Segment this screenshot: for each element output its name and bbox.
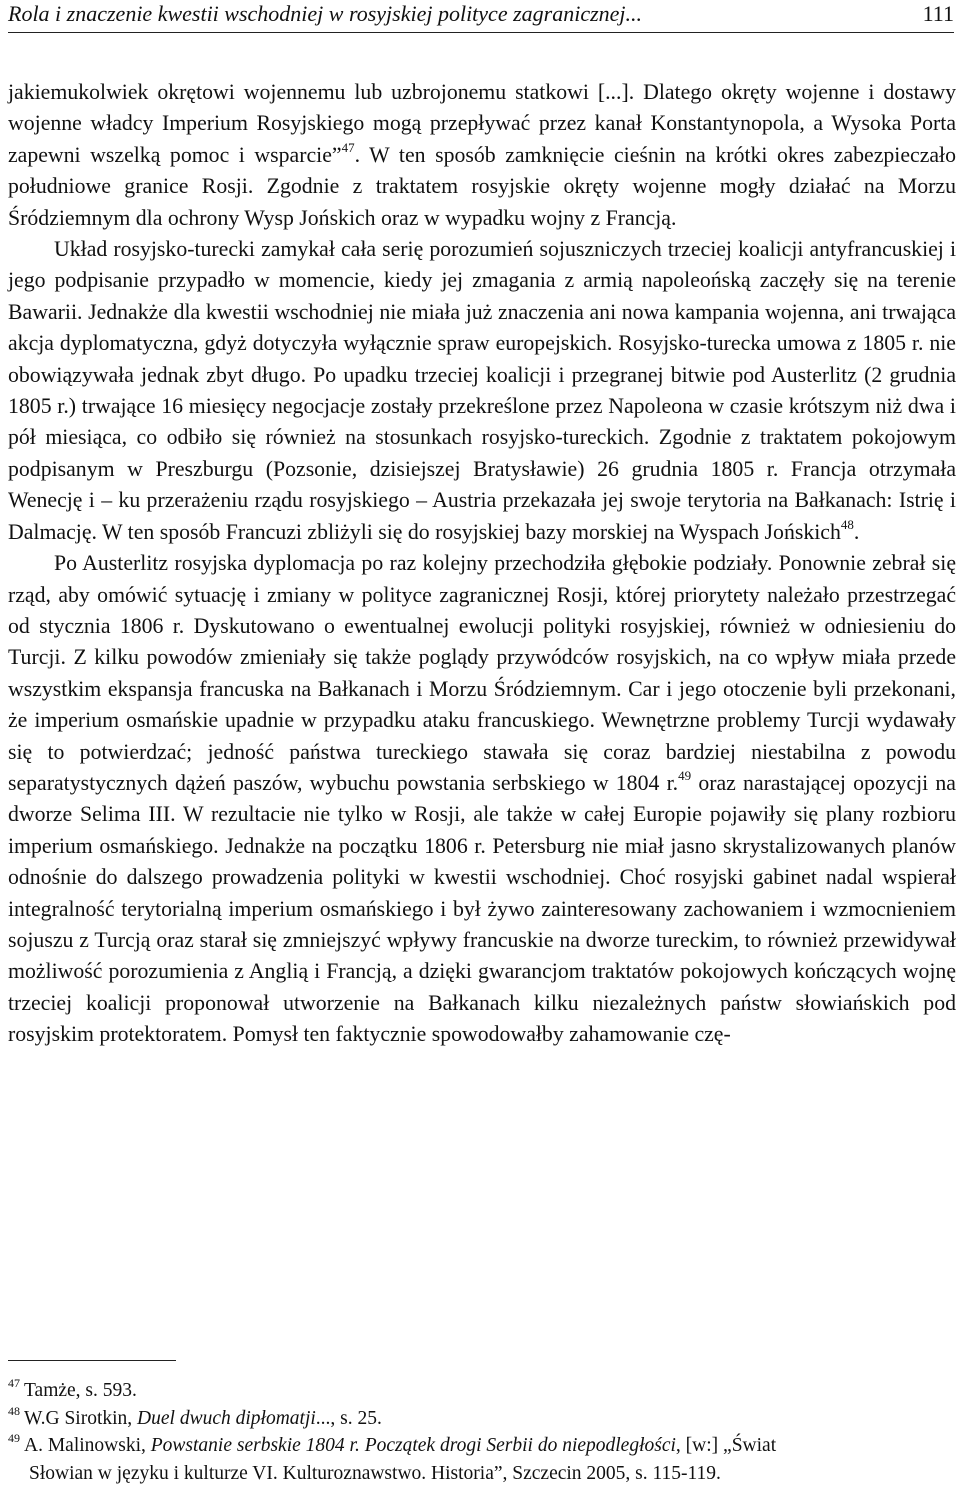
footnote-48 (8, 1405, 956, 1433)
footnote-ref-47: 47 (341, 139, 355, 155)
footnotes (8, 1377, 956, 1487)
footnote-divider (8, 1360, 176, 1361)
footnote-text: Tamże, s. 593. (24, 1380, 137, 1401)
paragraph-1-text-b: . W ten sposób zamknięcie cieśnin na krótki okres zabezpieczało południowe granice Rosji. Zgodnie z traktatem rosyjskie okręty wojenne mogły działać na Morzu Śródziemnym dla ochrony Wysp Jońskich oraz w wypadku wojny z Francją. (8, 142, 956, 230)
paragraph-2-text-a: Układ rosyjsko-turecki zamykał cała serię porozumień sojuszniczych trzeciej koalicji antyfrancuskiej i jego podpisanie przypadło w momencie, kiedy jej zmagania z armią napoleońską zaczęły się na terenie Bawarii. Jednakże dla kwestii wschodniej nie miała już znaczenia ani nowa kampania wojenna, ani trwająca akcja dyplomatyczna, gdyż dotyczyła wyłącznie spraw europejskich. Rosyjsko-turecka umowa z 1805 r. nie obowiązywała jednak zbyt długo. Po upadku trzeciej koalicji i przegranej bitwie pod Austerlitz (2 grudnia 1805 r.) trwające 16 miesięcy negocjacje zostały przekreślone przez Napoleona w czasie krótszym niż dwa i pół miesiąca, co odbiło się również na stosunkach rosyjsko-tureckich. Zgodnie z traktatem pokojowym podpisanym w Preszburgu (Pozsonie, dzisiejszej Bratysławie) 26 grudnia 1805 r. Francja otrzymała Wenecję i – ku przerażeniu rządu rosyjskiego – Austria przekazała jej swoje terytoria na Bałkanach: Istrię i Dalmację. W ten sposób Francuzi zbliżyli się do rosyjskiej bazy morskiej na Wyspach Jońskich (8, 237, 956, 544)
paragraph-2-text-b: . (853, 519, 860, 544)
footnote-author: W.G Sirotkin, (24, 1407, 138, 1429)
main-text (8, 77, 956, 1051)
footnote-47 (8, 1377, 956, 1405)
footnote-49 (8, 1432, 956, 1487)
running-header (8, 0, 954, 33)
footnote-number: 48 (8, 1403, 20, 1418)
footnote-number: 49 (8, 1431, 20, 1445)
paragraph-3 (8, 548, 956, 1051)
footnote-title: Duel dwuch dipłomatji (137, 1407, 316, 1429)
footnote-title: Powstanie serbskie 1804 r. Początek drogi Serbii do niepodległości (150, 1435, 676, 1456)
page-number: 111 (922, 1, 954, 26)
running-title: Rola i znaczenie kwestii wschodniej w rosyjskiej polityce zagranicznej... (8, 1, 643, 26)
footnote-author: A. Malinowski, (24, 1435, 151, 1456)
footnote-number: 47 (8, 1376, 20, 1390)
paragraph-2 (8, 234, 956, 548)
paragraph-1-text-a: jakiemukolwiek okrętowi wojennemu lub uzbrojonemu statkowi [...]. Dlatego okręty wojenne i dostawy wojenne władcy Imperium Rosyjskiego mogą przepływać przez kanał Konstantynopola, a Wysoka Porta zapewni wszelką pomoc i wsparcie” (8, 80, 956, 167)
footnote-ref-49: 49 (678, 767, 692, 783)
paragraph-3-text-b: oraz narastającej opozycji na dworze Selima III. W rezultacie nie tylko w Rosji, ale także w całej Europie pojawiły się plany rozbioru imperium osmańskiego. Jednakże na początku 1806 r. Petersburg nie miał jasno skrystalizowanych planów odnośnie do dalszego prowadzenia polityki w kwestii wschodniej. Choć rosyjski gabinet nadal wspierał integralność terytorialną imperium osmańskiego i był żywo zainteresowany zachowaniem i wzmocnieniem sojuszu z Turcją oraz starał się zmniejszyć wpływy francuskie na dworze tureckim, to również przewidywał możliwość porozumienia z Anglią i Francją, a dzięki gwarancjom traktatów pokojowych kończących wojnę trzeciej koalicji proponował utworzenie na Bałkanach kilku niezależnych państw słowiańskich pod rosyjskim protektoratem. Pomysł ten faktycznie spowodowałby zahamowanie czę- (8, 770, 956, 1047)
paragraph-1 (8, 77, 956, 234)
footnote-rest: ..., s. 25. (315, 1407, 382, 1429)
footnote-continuation: Słowian w języku i kulturze VI. Kulturoznawstwo. Historia”, Szczecin 2005, s. 115-119. (29, 1462, 721, 1484)
footnote-ref-48: 48 (840, 516, 854, 532)
paragraph-3-text-a: Po Austerlitz rosyjska dyplomacja po raz kolejny przechodziła głębokie podziały. Ponownie zebrał się rząd, aby omówić sytuację i zmiany w polityce zagranicznej Rosji, której priorytety należało przestrzegać od stycznia 1806 r. Dyskutowano o ewentualnej ewolucji polityki rosyjskiej, również w odniesieniu do Turcji. Z kilku powodów zmieniały się także poglądy przywódców rosyjskich, na co wpływ miała przede wszystkim ekspansja francuska na Bałkanach i Morzu Śródziemnym. Car i jego otoczenie byli przekonani, że imperium osmańskie upadnie w przypadku ataku francuskiego. Wewnętrzne problemy Turcji wydawały się to potwierdzać; jedność państwa tureckiego stawała się coraz bardziej niestabilna z powodu separatystycznych dążeń paszów, wybuchu powstania serbskiego w 1804 r. (8, 551, 956, 795)
footnote-rest: , [w:] „Świat (675, 1435, 777, 1456)
